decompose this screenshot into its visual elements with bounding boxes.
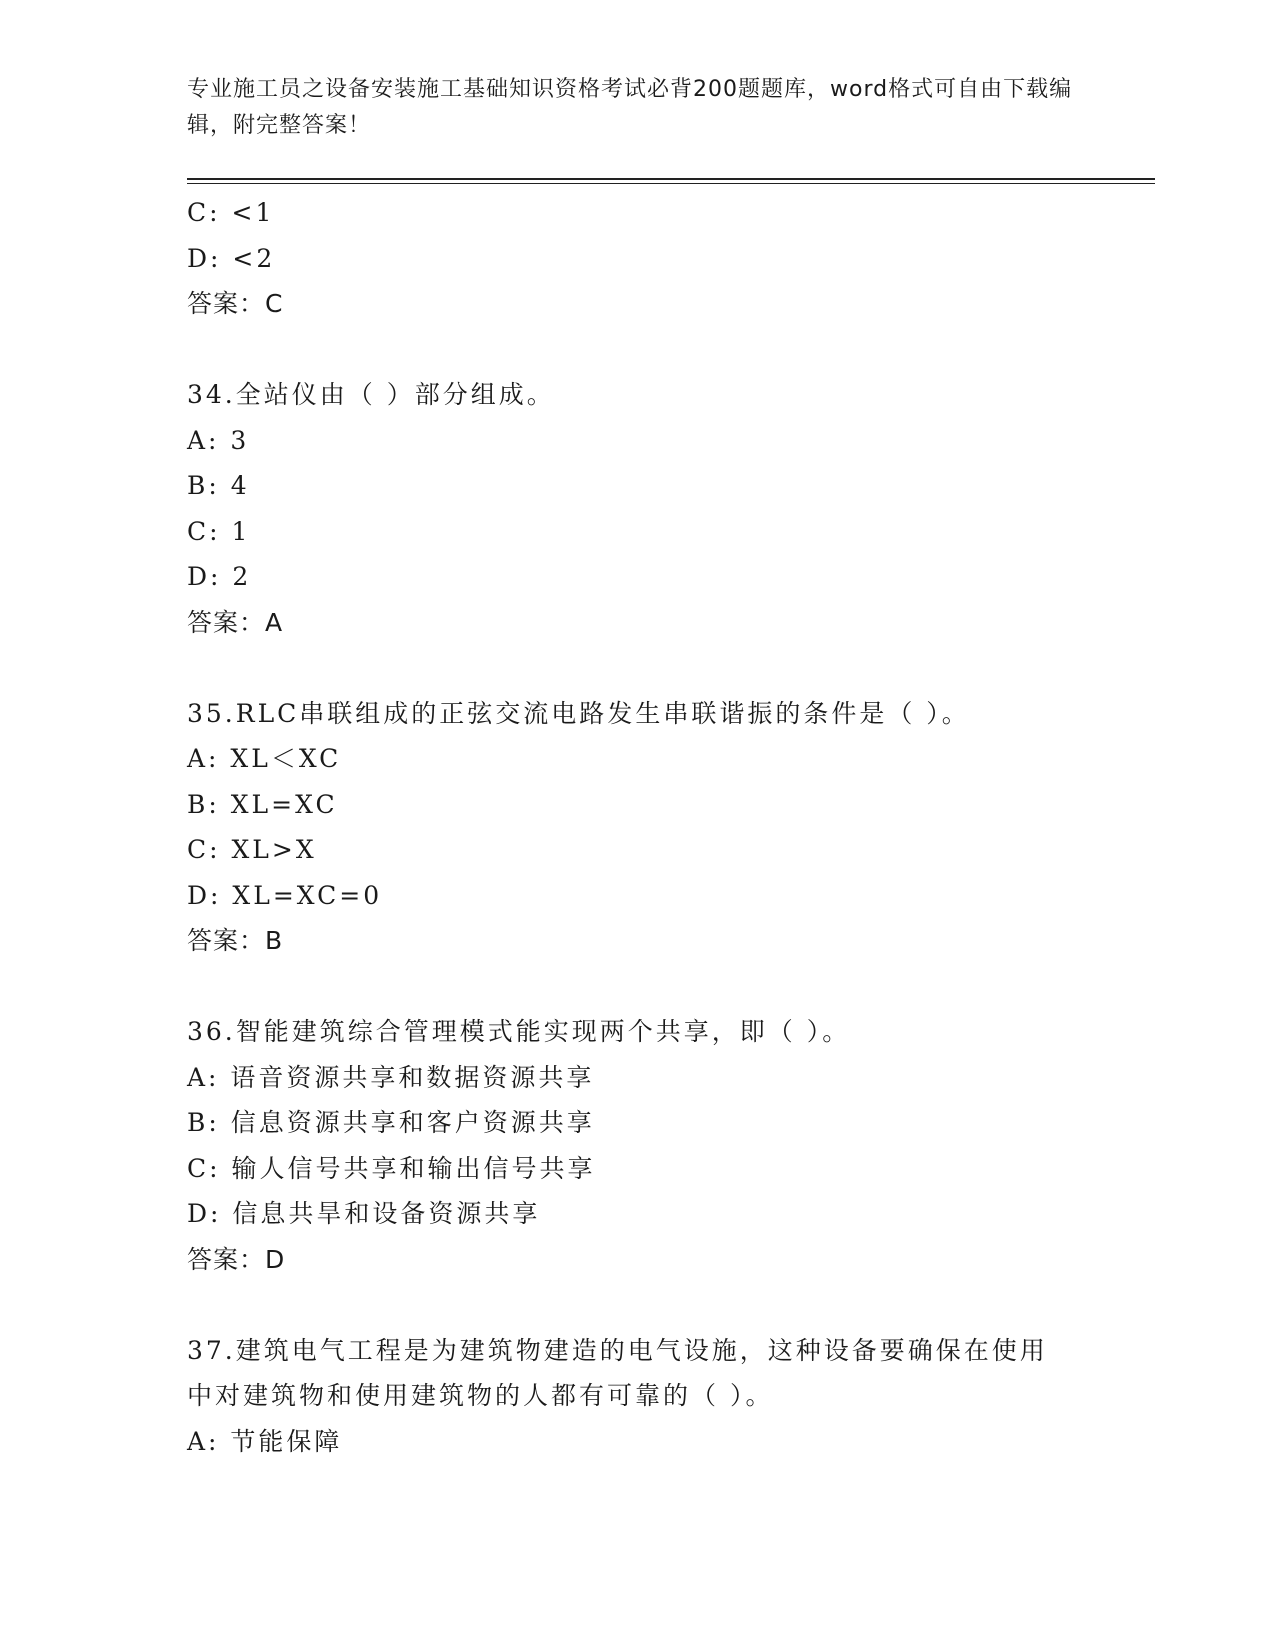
option-d: D: XL=XC=0 [187,880,383,910]
question-fragment-33 [187,190,1155,327]
answer-line: 答案：A [187,607,284,637]
document-header: 专业施工员之设备安装施工基础知识资格考试必背200题题库，word格式可自由下载编辑，附完整答案！ [187,77,1073,138]
option-b: B: 4 [187,471,250,500]
option-c: C: 输人信号共享和输出信号共享 [187,1153,596,1183]
question-35 [187,691,1155,964]
option-c: C: XL>X [187,835,317,864]
question-stem: 35.RLC串联组成的正弦交流电路发生串联谐振的条件是（ ）。 [187,698,970,728]
option-d: D: <2 [187,243,276,273]
option-d: D: 信息共旱和设备资源共享 [187,1199,541,1228]
option-c: C: <1 [187,198,275,227]
question-stem: 37.建筑电气工程是为建筑物建造的电气设施，这种设备要确保在使用中对建筑物和使用建筑物的人都有可靠的（ ）。 [187,1335,1048,1410]
option-a: A: 节能保障 [187,1426,343,1456]
option-b: B: XL=XC [187,789,338,819]
option-d: D: 2 [187,562,252,591]
question-content [187,190,1155,1464]
header-rule-thin [187,183,1155,184]
option-b: B: 信息资源共享和客户资源共享 [187,1108,595,1137]
option-a: A: XL＜XC [187,744,342,773]
question-stem: 36.智能建筑综合管理模式能实现两个共享，即（ ）。 [187,1017,851,1046]
question-37 [187,1328,1155,1465]
header-rule-thick [187,178,1155,180]
answer-line: 答案：D [187,1244,286,1274]
option-a: A: 语音资源共享和数据资源共享 [187,1062,595,1092]
question-34 [187,372,1155,645]
question-36 [187,1009,1155,1282]
option-c: C: 1 [187,516,251,546]
answer-line: 答案：B [187,926,284,955]
option-a: A: 3 [187,425,250,455]
question-stem: 34.全站仪由（ ）部分组成。 [187,380,555,409]
answer-line: 答案：C [187,289,284,318]
